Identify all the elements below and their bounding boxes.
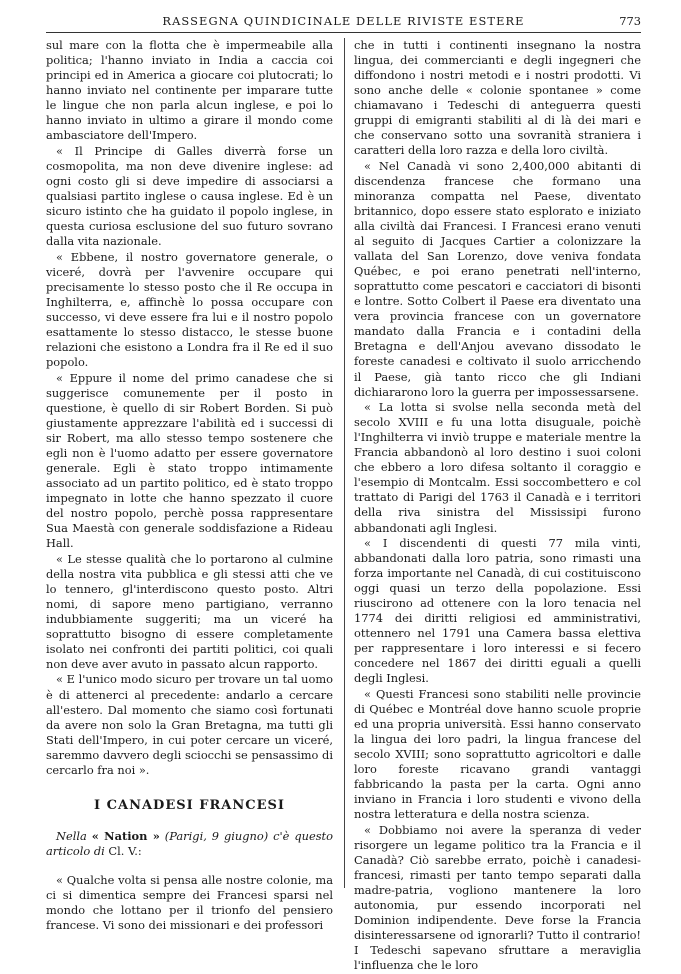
column-divider [344, 38, 345, 888]
paragraph: « La lotta si svolse nella seconda metà del secolo XVIII e fu una lotta disuguale, poichè l'Inghilterra vi inviò truppe e materiale mentre la Francia abbandonò al loro destino i suoi coloni che ebbero a loro difesa soltanto il coraggio e l'esempio di Montcalm. Essi soccombettero e col trattato di Parigi del 1763 il Canadà e i territori della riva sinistra del Mississipi furono abbandonati agli Inglesi. [354, 400, 641, 535]
article-intro [46, 829, 333, 859]
paragraph: « Il Principe di Galles diverrà forse un cosmopolita, ma non deve divenire inglese: ad ogni costo gli si deve impedire di associarsi a qualsiasi partito inglese o causa inglese. Ed è un sicuro istinto che ha guidato il popolo inglese, in questa curiosa esclusione del suo futuro sovrano dalla vita nazionale. [46, 143, 333, 249]
section-title: I CANADESI FRANCESI [94, 797, 285, 813]
paragraph: « E l'unico modo sicuro per trovare un tal uomo è di attenerci al precedente: andarlo a cercare all'estero. Dal momento che siamo così fortunati da avere non solo la Gran Bretagna, ma tutti gli Stati dell'Impero, in cui poter cercare un viceré, saremmo davvero degli sciocchi se pensassimo di cercarlo fra noi ». [46, 672, 333, 777]
paragraph: « Questi Francesi sono stabiliti nelle provincie di Québec e Montréal dove hanno scuole proprie ed una propria università. Essi hanno conservato la lingua dei loro padri, la lingua francese del secolo XVIII; sono soprattutto agricoltori e dalle loro foreste ricavano grandi vantaggi fabbricando la pasta per la carta. Ogni anno inviano in Francia i loro studenti e vivono della nostra letteratura e della nostra scienza. [354, 687, 641, 822]
intro-place-date: (Parigi, 9 giugno) [164, 828, 269, 843]
right-column [354, 38, 641, 974]
paragraph: « Dobbiamo noi avere la speranza di veder risorgere un legame politico tra la Francia e il Canadà? Ciò sarebbe errato, poichè i canadesi-francesi, rimasti per tanto tempo separati dalla madre-patria, vogliono mantenere la loro autonomia, pur essendo incorporati nel Dominion indipendente. Deve forse la Francia disinteressarsene od ignorarli? Tutto il contrario! I Tedeschi sapevano sfruttare a meraviglia l'influenza che le loro [354, 822, 641, 973]
intro-prefix: Nella [56, 828, 87, 843]
paragraph: « Ebbene, il nostro governatore generale, o viceré, dovrà per l'avvenire occupare qui precisamente lo stesso posto che il Re occupa in Inghilterra, e, affinchè lo possa occupare con successo, vi deve essere fra lui e il nostro popolo esattamente lo stesso distacco, le stesse buone relazioni che esistono a Londra fra il Re ed il suo popolo. [46, 249, 333, 369]
paragraph: che in tutti i continenti insegnano la nostra lingua, dei commercianti e degli ingegneri che diffondono i nostri metodi e i nostri prodotti. Vi sono anche delle « colonie spontanee » come chiamavano i Tedeschi di anteguerra questi gruppi di emigranti stabiliti al di là dei mari e che conservano sotto una sovranità straniera i caratteri della loro razza e della loro civiltà. [354, 38, 641, 158]
paragraph: « Nel Canadà vi sono 2,400,000 abitanti di discendenza francese che formano una minoranza compatta nel Paese, diventato britannico, dopo essere stato esplorato e iniziato alla civiltà dai Francesi. I Francesi erano venuti al seguito di Jacques Cartier a colonizzare la vallata del San Lorenzo, dove veniva fondata Québec, e poi erano penetrati nell'interno, soprattutto come pescatori e cacciatori di bisonti e lontre. Sotto Colbert il Paese era diventato una vera provincia francese con un governatore mandato dalla Francia e i contadini della Bretagna e dell'Anjou avevano dissodato le foreste canadesi e coltivato il suolo arricchendo il Paese, già tanto ricco che gli Indiani dichiararono loro la guerra per impossessarsene. [354, 158, 641, 399]
paragraph: « Le stesse qualità che lo portarono al culmine della nostra vita pubblica e gli stessi atti che ve lo tennero, gl'interdiscono questo posto. Altri nomi, di sapore meno partigiano, verranno indubbiamente suggeriti; ma un viceré ha soprattutto bisogno di essere completamente isolato nei confronti dei partiti politici, coi quali non deve aver avuto in passato alcun rapporto. [46, 551, 333, 671]
paragraph: sul mare con la flotta che è impermeabile alla politica; l'hanno inviato in India a caccia coi principi ed in America a giocare coi plutocrati; lo hanno inviato nel continente per imparare tutte le lingue che non parla alcun inglese, e poi lo hanno inviato in ultimo a girare il mondo come ambasciatore dell'Impero. [46, 38, 333, 143]
paragraph: « I discendenti di questi 77 mila vinti, abbandonati dalla loro patria, sono rimasti una forza importante nel Canadà, di cui costituiscono oggi quasi un terzo della popolazione. Essi riuscirono ad ottenere con la loro tenacia nel 1774 dei diritti religiosi ed amministrativi, ottennero nel 1791 una Camera bassa elettiva per rappresentare i loro interessi e si fecero concedere nel 1867 dei diritti eguali a quelli degli Inglesi. [354, 536, 641, 686]
intro-text: c'è questo articolo di [46, 828, 333, 858]
left-column [46, 38, 333, 934]
intro-source: « Nation » [91, 828, 160, 843]
paragraph: « Qualche volta si pensa alle nostre colonie, ma ci si dimentica sempre dei Francesi sparsi nel mondo che lottano per il trionfo del pensiero francese. Vi sono dei missionari e dei professori [46, 872, 333, 933]
running-header [46, 10, 641, 33]
page-number: 773 [619, 14, 641, 28]
intro-author: Cl. V.: [108, 843, 142, 858]
running-title: RASSEGNA QUINDICINALE DELLE RIVISTE ESTERE [162, 14, 525, 28]
paragraph: « Eppure il nome del primo canadese che si suggerisce comunemente per il posto in questione, è quello di sir Robert Borden. Si può giustamente apprezzare l'abilità ed i successi di sir Robert, ma allo stesso tempo sostenere che egli non è l'uomo adatto per essere governatore generale. Egli è stato troppo intimamente associato ad un partito politico, ed è stato troppo impegnato in lotte che hanno spezzato il cuore del nostro popolo, perchè possa rappresentare Sua Maestà con generale soddisfazione a Rideau Hall. [46, 370, 333, 551]
